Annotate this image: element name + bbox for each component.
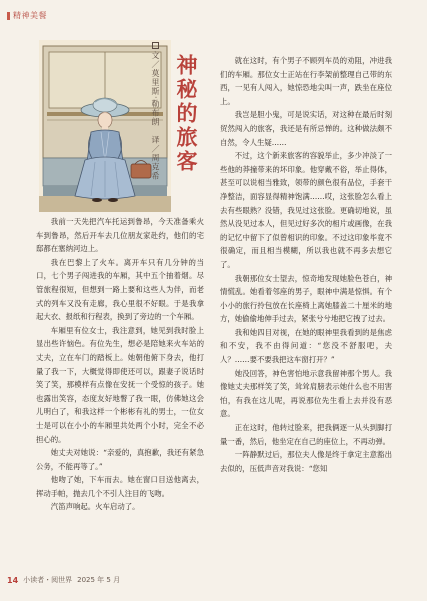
article-title: 神秘的旅客 xyxy=(174,54,198,174)
tag-marker-icon xyxy=(7,12,10,20)
paragraph: 我岂是胆小鬼，可是说实话，对这种在最后时刻贸然闯入的旅客，我还是有所忌惮的。这种做法颇不自然，令人生疑…… xyxy=(220,110,392,147)
paragraph: 正在这时，他转过脸来，把我俩逐一从头到脚打量一番，然后，他坐定在自己的座位上，不再动弹。 xyxy=(220,423,392,446)
publication-name: 小读者・阅世界 xyxy=(23,576,73,584)
paragraph: 我在巴黎上了火车。离开车只有几分钟的当口，七个男子闯进我的车厢，其中五个抽着烟。尽管旅程很短，但想到一路上要和这些人为伴，而老式的列车又没有走廊，我心里很不好眼。于是我拿起大衣、报纸和行程表，换到了旁边的一个车厢。 xyxy=(36,257,204,322)
page-number: 14 xyxy=(7,575,19,585)
section-tag-label: 精神美餐 xyxy=(13,11,47,20)
paragraph: 一阵静默过后，那位夫人像是终于拿定主意豁出去似的，压低声音对我说：“您知 xyxy=(220,450,392,473)
paragraph: 汽笛声响起。火车启动了。 xyxy=(50,502,140,512)
issue-date: 2025 年 5 月 xyxy=(77,576,121,584)
byline xyxy=(151,42,159,181)
byline-text: 文／莫里斯·勒布朗 译／周克希 xyxy=(151,51,160,181)
section-tag xyxy=(7,10,47,21)
paragraph: 我朝那位女士望去，惊奇地发现她脸色苍白，神情慌乱。她看着邻座的男子，眼神中满是惊惧。有个小小的旅行拎包放在长座椅上离她膝盖二十厘米的地方，她偷偷地伸手过去，紧张兮兮地把它拽了过去。 xyxy=(220,273,392,324)
page-footer xyxy=(7,575,120,585)
paragraph: 车厢里有位女士，我注意到，她见到我时脸上显出些许恼色。有位先生，想必是陪她来火车站的丈夫，立在车门的踏板上。她朝他俯下身去，他打量了我一下，大概觉得即使还可以，跟妻子说话时笑了笑，那模样有点像在安抚一个受惊的孩子。她也露出笑容，态度友好地瞥了我一眼，仿佛她这会儿明白了，和我这样一个彬彬有礼的男士，一位女士是可以在小小的车厢里共处两个小时，完全不必担心的。 xyxy=(36,325,204,444)
paragraph: 她丈夫对她说：“亲爱的，真抱歉，我还有紧急公务，不能再等了。” xyxy=(36,448,204,471)
square-bullet-icon xyxy=(152,42,159,49)
paragraph: 他吻了她，下车而去。她在窗口目送他离去，挥动手帕，抛去几个不引人注目的飞吻。 xyxy=(36,475,204,498)
paragraph: 她没回答，神色害怕地示意我留神那个男人。我像她丈夫那样笑了笑，耸耸肩膀表示她什么也不用害怕，有我在这儿呢，再说那位先生看上去并没有恶意。 xyxy=(220,368,392,419)
left-text-column xyxy=(36,215,204,514)
right-text-column xyxy=(220,54,392,475)
paragraph: 不过，这个新来旅客的容貌举止，多少冲淡了一些他的莽撞带来的坏印象。他穿戴不俗，举止得体，甚至可以说相当雅致，领带的颜色很有品位，手套干净整洁，面容显得精神饱满……哎，这张脸怎么看上去有些眼熟？没错，我见过这张脸。更确切地说，虽然从没见过本人，但见过好多次的相片或画像，在我的记忆中留下了似曾相识的印象。不过这印象毕竟不很确定，而且相当模糊，所以我也就不再多去想它了。 xyxy=(220,151,392,269)
paragraph: 我和她四目对视，在她的眼神里我看到的是焦虑和不安，我不由得问道：“您没不舒服吧，夫人？……要不要我把这车窗打开？” xyxy=(220,327,392,365)
paragraph: 就在这时，有个男子不顾列车员的劝阻，冲进我们的车厢。那位女士正站在行李架前整理自己带的东西，一见有人闯入，她惊恐地尖叫一声，跌坐在座位上。 xyxy=(220,56,392,106)
paragraph: 我前一天先把汽车托运到鲁昂，今天准备乘火车到鲁昂，然后开车去几位朋友家赴约，他们的宅邸都在塞纳河边上。 xyxy=(36,217,204,254)
